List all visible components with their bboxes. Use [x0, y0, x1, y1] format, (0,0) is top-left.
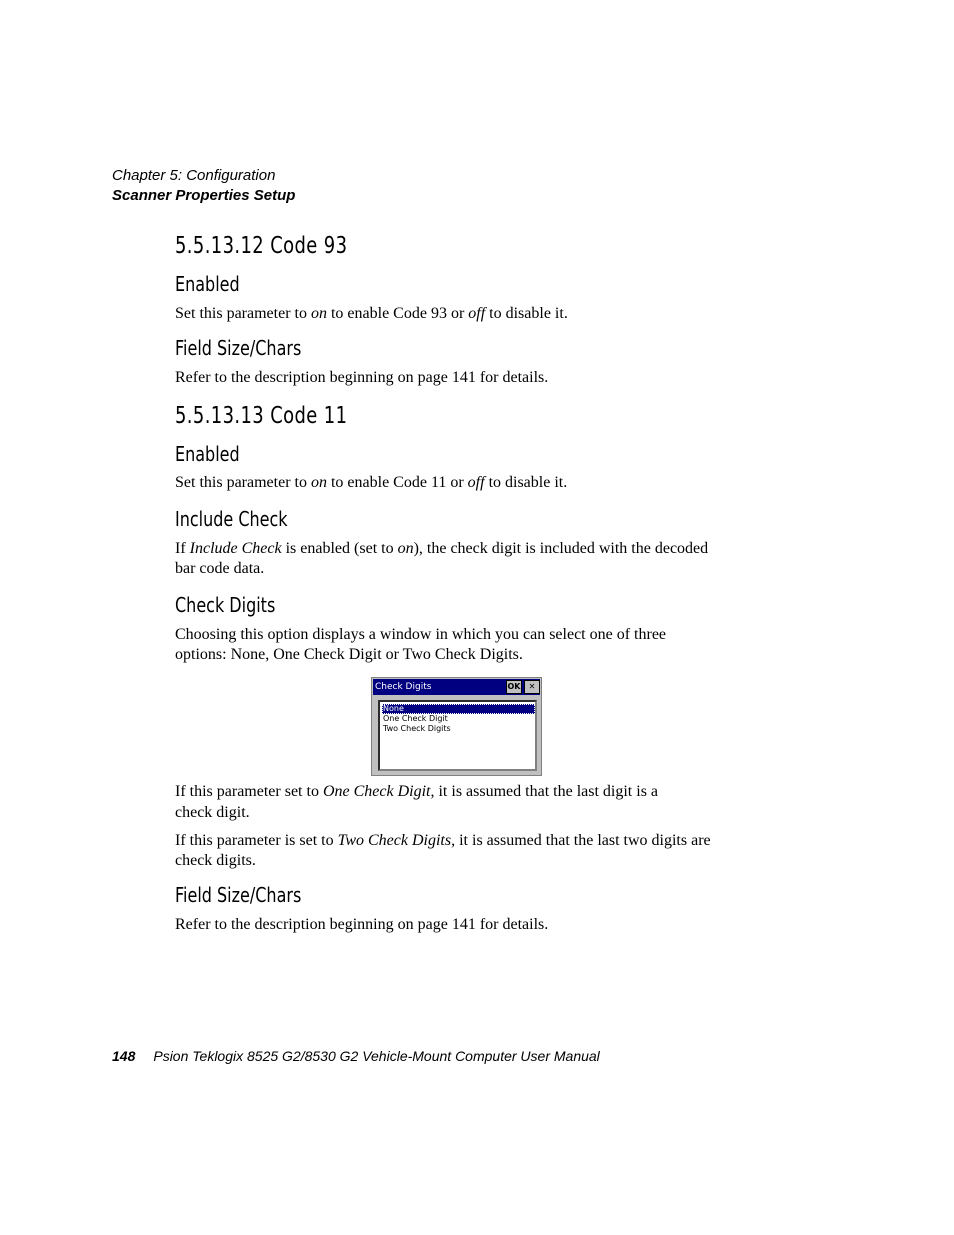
check-digits-listbox[interactable] [378, 700, 537, 771]
text-include-check-line2: bar code data. [175, 560, 265, 577]
page-number: 148 [112, 1048, 136, 1064]
manual-title: Psion Teklogix 8525 G2/8530 G2 Vehicle-Mount Computer User Manual [153, 1048, 600, 1064]
dialog-titlebar [373, 679, 540, 695]
text-one-check-line2: check digit. [175, 804, 250, 821]
ok-button[interactable]: OK [506, 680, 522, 694]
close-icon[interactable]: ✕ [524, 680, 540, 694]
chapter-header: Chapter 5: Configuration [112, 167, 276, 184]
heading-code-93: 5.5.13.12 Code 93 [175, 233, 348, 259]
text-one-check-line1: If this parameter set to One Check Digit, it is assumed that the last digit is a [175, 783, 659, 800]
subheading-field-size-11: Field Size/Chars [175, 883, 302, 907]
text-field-size-93: Refer to the description beginning on page 141 for details. [175, 369, 549, 386]
subheading-check-digits: Check Digits [175, 593, 276, 617]
text-two-check-line2: check digits. [175, 852, 256, 869]
subheading-include-check: Include Check [175, 507, 288, 531]
subheading-enabled-93: Enabled [175, 272, 240, 296]
subheading-field-size-93: Field Size/Chars [175, 336, 302, 360]
list-item-two-check-digits[interactable]: Two Check Digits [383, 724, 451, 733]
text-two-check-line1: If this parameter is set to Two Check Digits, it is assumed that the last two digits are [175, 832, 711, 849]
section-header: Scanner Properties Setup [112, 187, 296, 204]
subheading-enabled-11: Enabled [175, 442, 240, 466]
list-item-one-check-digit[interactable]: One Check Digit [383, 714, 448, 723]
list-item-none[interactable]: None [382, 704, 535, 714]
text-include-check-line1: If Include Check is enabled (set to on), the check digit is included with the decoded [175, 540, 709, 557]
dialog-title: Check Digits [375, 682, 432, 692]
text-enabled-11: Set this parameter to on to enable Code 11 or off to disable it. [175, 474, 568, 491]
heading-code-11: 5.5.13.13 Code 11 [175, 403, 348, 429]
page-footer [112, 1048, 600, 1064]
text-field-size-11: Refer to the description beginning on page 141 for details. [175, 916, 549, 933]
text-enabled-93: Set this parameter to on to enable Code 93 or off to disable it. [175, 305, 568, 322]
text-check-digits-line2: options: None, One Check Digit or Two Check Digits. [175, 646, 523, 663]
check-digits-dialog [371, 677, 542, 776]
text-check-digits-line1: Choosing this option displays a window in which you can select one of three [175, 626, 667, 643]
